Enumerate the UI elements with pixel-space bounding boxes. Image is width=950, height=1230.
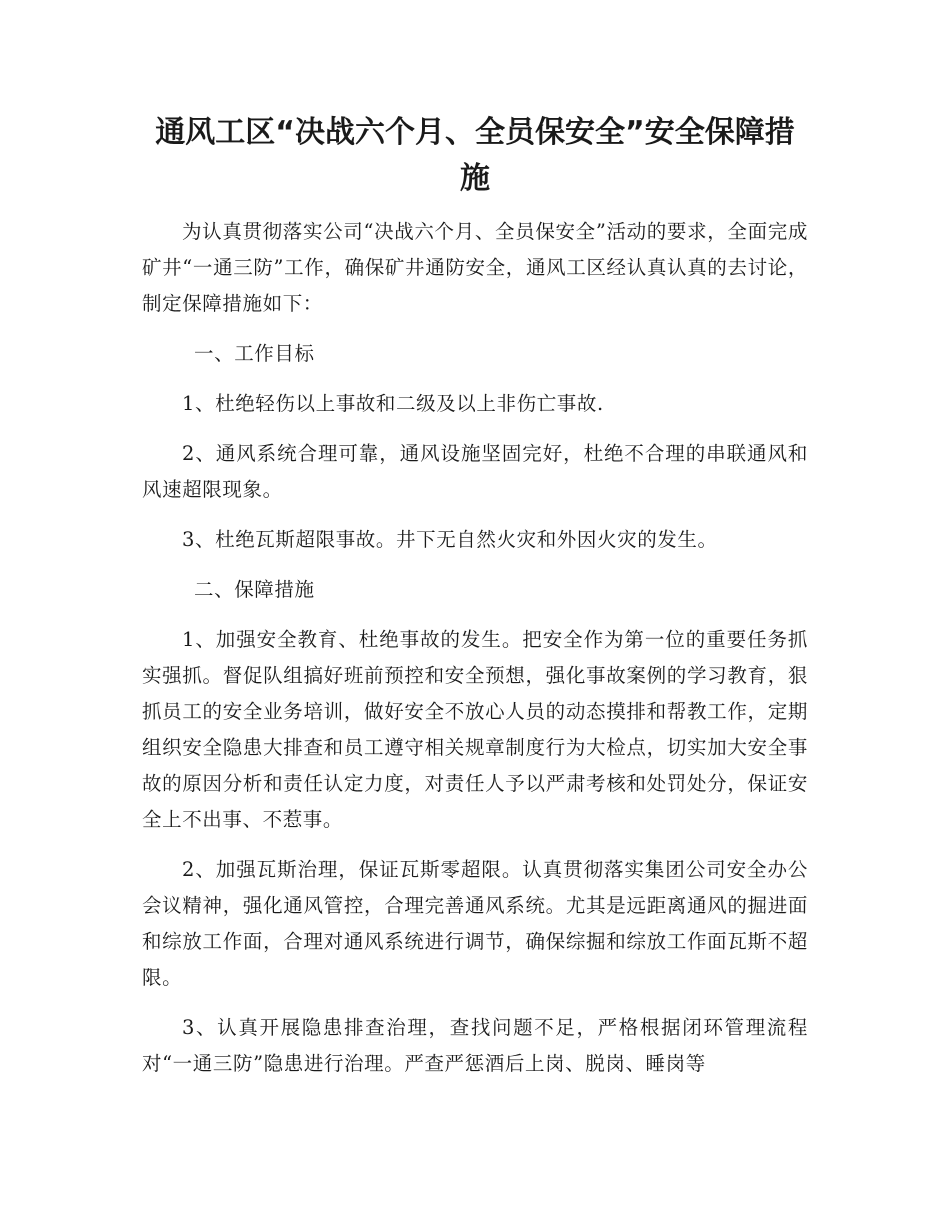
document-page xyxy=(142,110,808,1082)
section-heading-measures: 二、保障措施 xyxy=(194,578,315,601)
document-title: 通风工区“决战六个月、全员保安全”安全保障措施 xyxy=(155,115,795,196)
goal-item-2: 2、通风系统合理可靠，通风设施坚固完好，杜绝不合理的串联通风和风速超限现象。 xyxy=(142,442,808,501)
measure-item-2: 2、加强瓦斯治理，保证瓦斯零超限。认真贯彻落实集团公司安全办公会议精神，强化通风管控，合理完善通风系统。尤其是远距离通风的掘进面和综放工作面，合理对通风系统进行调节，确保综掘和综放工作面瓦斯不超限。 xyxy=(142,858,808,989)
goal-item-3: 3、杜绝瓦斯超限事故。井下无自然火灾和外因火灾的发生。 xyxy=(182,528,718,551)
measure-item-1: 1、加强安全教育、杜绝事故的发生。把安全作为第一位的重要任务抓实强抓。督促队组搞好班前预控和安全预想，强化事故案例的学习教育，狠抓员工的安全业务培训，做好安全不放心人员的动态摸排和帮教工作，定期组织安全隐患大排查和员工遵守相关规章制度行为大检点，切实加大安全事故的原因分析和责任认定力度，对责任人予以严肃考核和处罚处分，保证安全上不出事、不惹事。 xyxy=(142,628,808,831)
measure-item-3: 3、认真开展隐患排查治理，查找问题不足，严格根据闭环管理流程对“一通三防”隐患进行治理。严查严惩酒后上岗、脱岗、睡岗等 xyxy=(142,1016,808,1075)
goal-item-1: 1、杜绝轻伤以上事故和二级及以上非伤亡事故. xyxy=(182,392,604,415)
section-heading-goals: 一、工作目标 xyxy=(194,342,315,365)
intro-paragraph: 为认真贯彻落实公司“决战六个月、全员保安全”活动的要求，全面完成矿井“一通三防”工作，确保矿井通防安全，通风工区经认真认真的去讨论，制定保障措施如下： xyxy=(142,220,808,315)
